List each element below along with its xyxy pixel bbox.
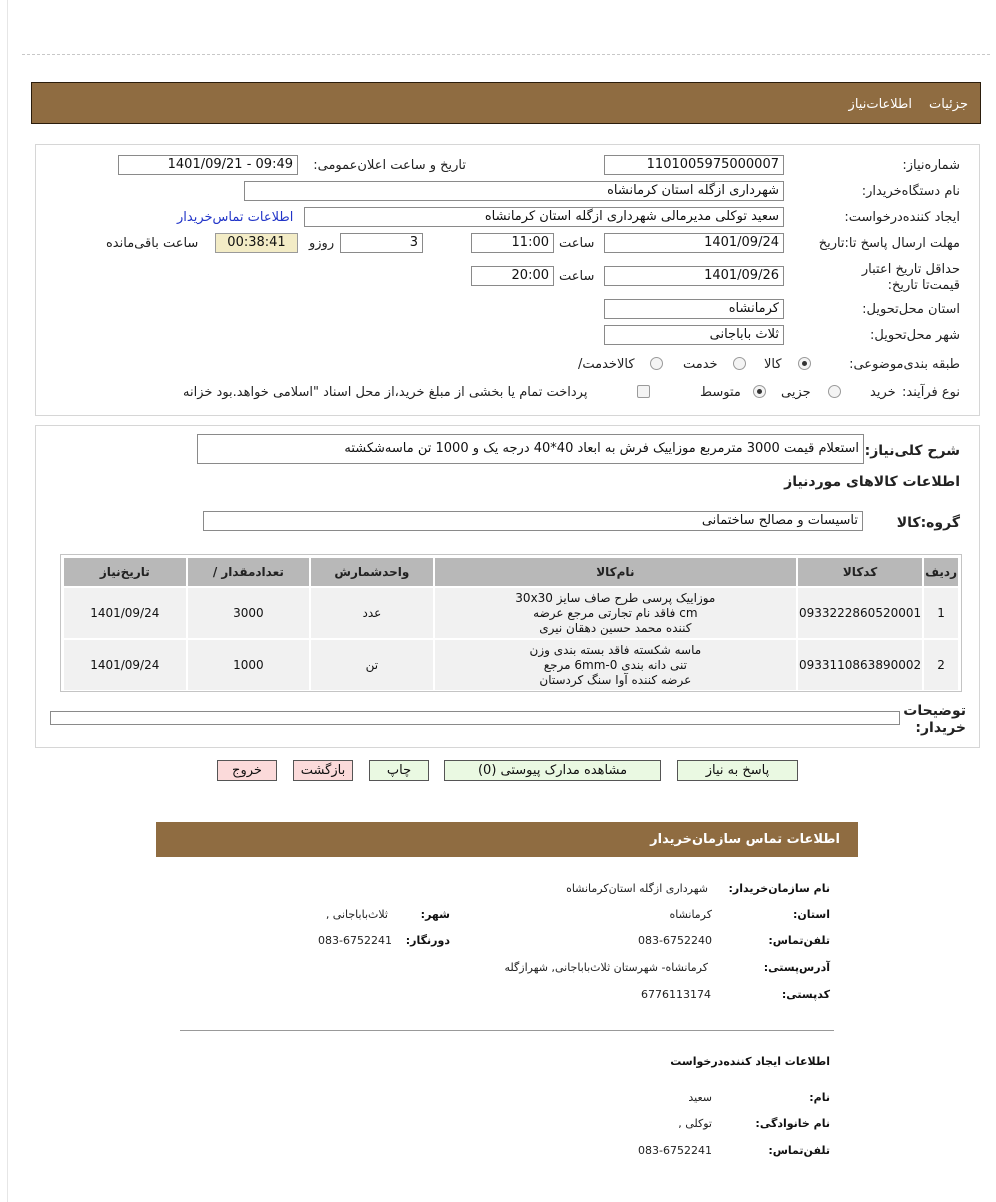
top-dotted-divider xyxy=(22,54,990,55)
row-number: 1 xyxy=(924,588,958,638)
row-date: 1401/09/24 xyxy=(64,640,186,690)
buyer-org-field: شهرداری ازگله استان کرمانشاه xyxy=(244,181,784,201)
province-contact-label: استان: xyxy=(793,908,830,921)
row-name-line: cm فاقد نام تجارتی مرجع عرضه xyxy=(533,605,698,620)
table-row xyxy=(64,640,958,690)
row-qty: 3000 xyxy=(188,588,310,638)
tab-need-info[interactable]: اطلاعات‌نیاز xyxy=(848,97,912,112)
province-field: کرمانشاه xyxy=(604,299,784,319)
contact-divider xyxy=(180,1030,834,1031)
phone-label: تلفن‌تماس: xyxy=(768,934,830,947)
province-label: استان محل‌تحویل: xyxy=(862,302,960,317)
city-contact-value: ثلاث‌باباجانی , xyxy=(325,908,388,921)
postal-label: کد‌پستی: xyxy=(781,988,830,1001)
row-code: 0933110863890002 xyxy=(798,640,922,690)
creator-label: ایجاد کننده‌درخواست: xyxy=(844,210,960,225)
name-value: سعید xyxy=(688,1091,712,1104)
city-field: ثلاث باباجانی xyxy=(604,325,784,345)
left-border-line xyxy=(7,0,8,1202)
buyer-notes-label: توضیحات خریدار: xyxy=(903,703,966,736)
name-label: نام: xyxy=(809,1091,830,1104)
need-number-label: شماره‌نیاز: xyxy=(902,158,960,173)
remaining-time-field: 00:38:41 xyxy=(215,233,298,253)
category-service-label: خدمت xyxy=(683,357,718,372)
row-name xyxy=(435,588,796,638)
tab-details[interactable]: جزئیات xyxy=(929,97,968,112)
family-label: نام خانوادگی: xyxy=(755,1117,830,1130)
buyer-org-label: نام دستگاه‌خریدار: xyxy=(861,184,960,199)
col-date: تاریخ‌نیاز xyxy=(64,558,186,586)
back-button[interactable]: بازگشت xyxy=(293,760,353,781)
creator-phone-value: 083-6752241 xyxy=(638,1144,712,1157)
address-value: کرمانشاه- شهرستان ثلاث‌باباجانی, شهرازگله xyxy=(504,961,708,974)
row-unit: تن xyxy=(311,640,433,690)
process-label: نوع فرآیند: xyxy=(902,385,960,400)
fax-label: دورنگار: xyxy=(405,934,450,947)
view-attachments-button[interactable]: مشاهده مدارک پیوستی (0) xyxy=(444,760,661,781)
category-goods-service-radio[interactable] xyxy=(650,357,663,370)
buyer-notes-field xyxy=(50,711,900,725)
group-label: گروه:کالا xyxy=(896,515,960,531)
reply-button[interactable]: پاسخ به نیاز xyxy=(677,760,798,781)
buyer-contact-link[interactable]: اطلاعات تماس‌خریدار xyxy=(177,210,294,225)
creator-section-title: اطلاعات ایجاد کننده‌درخواست xyxy=(670,1055,830,1068)
items-table xyxy=(62,556,960,692)
goods-info-title: اطلاعات کالاهای موردنیاز xyxy=(784,474,960,490)
exit-button[interactable]: خروج xyxy=(217,760,277,781)
col-name: نام‌کالا xyxy=(435,558,796,586)
group-field: تاسیسات و مصالح ساختمانی xyxy=(203,511,863,531)
contact-title: اطلاعات تماس سازمان‌خریدار xyxy=(650,832,840,847)
city-label: شهر محل‌تحویل: xyxy=(870,328,960,343)
validity-date-field: 1401/09/26 xyxy=(604,266,784,286)
validity-time-word: ساعت xyxy=(559,269,595,284)
summary-field: استعلام قیمت 3000 مترمربع موزاییک فرش به ابعاد 40*40 درجه یک و 1000 تن ماسه‌شکشته xyxy=(197,434,864,464)
category-goods-label: کالا xyxy=(764,357,782,372)
days-word: روزو xyxy=(309,236,335,251)
summary-label: شرح کلی‌نیاز: xyxy=(864,443,960,459)
category-service-radio[interactable] xyxy=(733,357,746,370)
city-contact-label: شهر: xyxy=(420,908,450,921)
postal-value: 6776113174 xyxy=(641,988,711,1001)
category-label: طبقه بندی‌موضوعی: xyxy=(849,357,960,372)
announce-label: تاریخ و ساعت اعلان‌عمومی: xyxy=(313,158,466,173)
items-table-header xyxy=(64,558,958,586)
header-band xyxy=(31,82,981,124)
process-medium-label: متوسط xyxy=(700,385,741,400)
contact-band xyxy=(156,822,858,857)
province-contact-value: کرمانشاه xyxy=(669,908,712,921)
category-goods-radio[interactable] xyxy=(798,357,811,370)
row-name-line: ماسه شکسته فاقد بسته بندی وزن xyxy=(529,642,702,657)
table-row xyxy=(64,588,958,638)
row-name-line: کننده محمد حسین دهقان نیری xyxy=(539,620,692,635)
row-name xyxy=(435,640,796,690)
row-qty: 1000 xyxy=(188,640,310,690)
process-medium-radio[interactable] xyxy=(753,385,766,398)
deadline-time-field: 11:00 xyxy=(471,233,554,253)
row-name-line: تنی دانه بندی 0-6mm مرجع xyxy=(543,657,687,672)
row-unit: عدد xyxy=(311,588,433,638)
payment-treasury-checkbox[interactable] xyxy=(637,385,650,398)
phone-value: 083-6752240 xyxy=(638,934,712,947)
deadline-time-word: ساعت xyxy=(559,236,595,251)
col-unit: واحدشمارش xyxy=(311,558,433,586)
org-label: نام سازمان‌خریدار: xyxy=(728,882,830,895)
col-row: ردیف xyxy=(924,558,958,586)
row-number: 2 xyxy=(924,640,958,690)
col-code: کدکالا xyxy=(798,558,922,586)
validity-time-field: 20:00 xyxy=(471,266,554,286)
days-field: 3 xyxy=(340,233,423,253)
need-number-field: 1101005975000007 xyxy=(604,155,784,175)
row-date: 1401/09/24 xyxy=(64,588,186,638)
process-minor-label: جزیی xyxy=(781,385,811,400)
category-goods-service-label: کالا‌خدمت/ xyxy=(578,357,635,372)
payment-note: پرداخت تمام یا بخشی از مبلغ خرید،از محل اسناد "اسلامی خواهد.بود خزانه xyxy=(183,385,588,400)
col-qty: تعدادمقدار / xyxy=(188,558,310,586)
creator-field: سعید توکلی مدیرمالی شهرداری ازگله استان کرمانشاه xyxy=(304,207,784,227)
org-value: شهرداری ازگله استان‌کرمانشاه xyxy=(566,882,708,895)
row-name-line: عرضه کننده آوا سنگ کردستان xyxy=(539,672,692,687)
deadline-date-field: 1401/09/24 xyxy=(604,233,784,253)
process-buy-label: خرید xyxy=(870,385,896,400)
address-label: آدرس‌پستی: xyxy=(763,961,830,974)
creator-phone-label: تلفن‌تماس: xyxy=(768,1144,830,1157)
deadline-label: مهلت ارسال پاسخ تا:تاریخ xyxy=(818,236,960,251)
validity-label: حداقل تاریخ اعتبار قیمت‌تا تاریخ: xyxy=(861,262,960,293)
announce-field: 1401/09/21 - 09:49 xyxy=(118,155,298,175)
row-name-line: موزاییک پرسی طرح صاف سایز 30x30 xyxy=(515,590,716,605)
row-code: 0933222860520001 xyxy=(798,588,922,638)
print-button[interactable]: چاپ xyxy=(369,760,429,781)
family-value: توکلی , xyxy=(678,1117,712,1130)
fax-value: 083-6752241 xyxy=(318,934,392,947)
remaining-word: ساعت باقی‌مانده xyxy=(106,236,199,251)
process-minor-radio[interactable] xyxy=(828,385,841,398)
